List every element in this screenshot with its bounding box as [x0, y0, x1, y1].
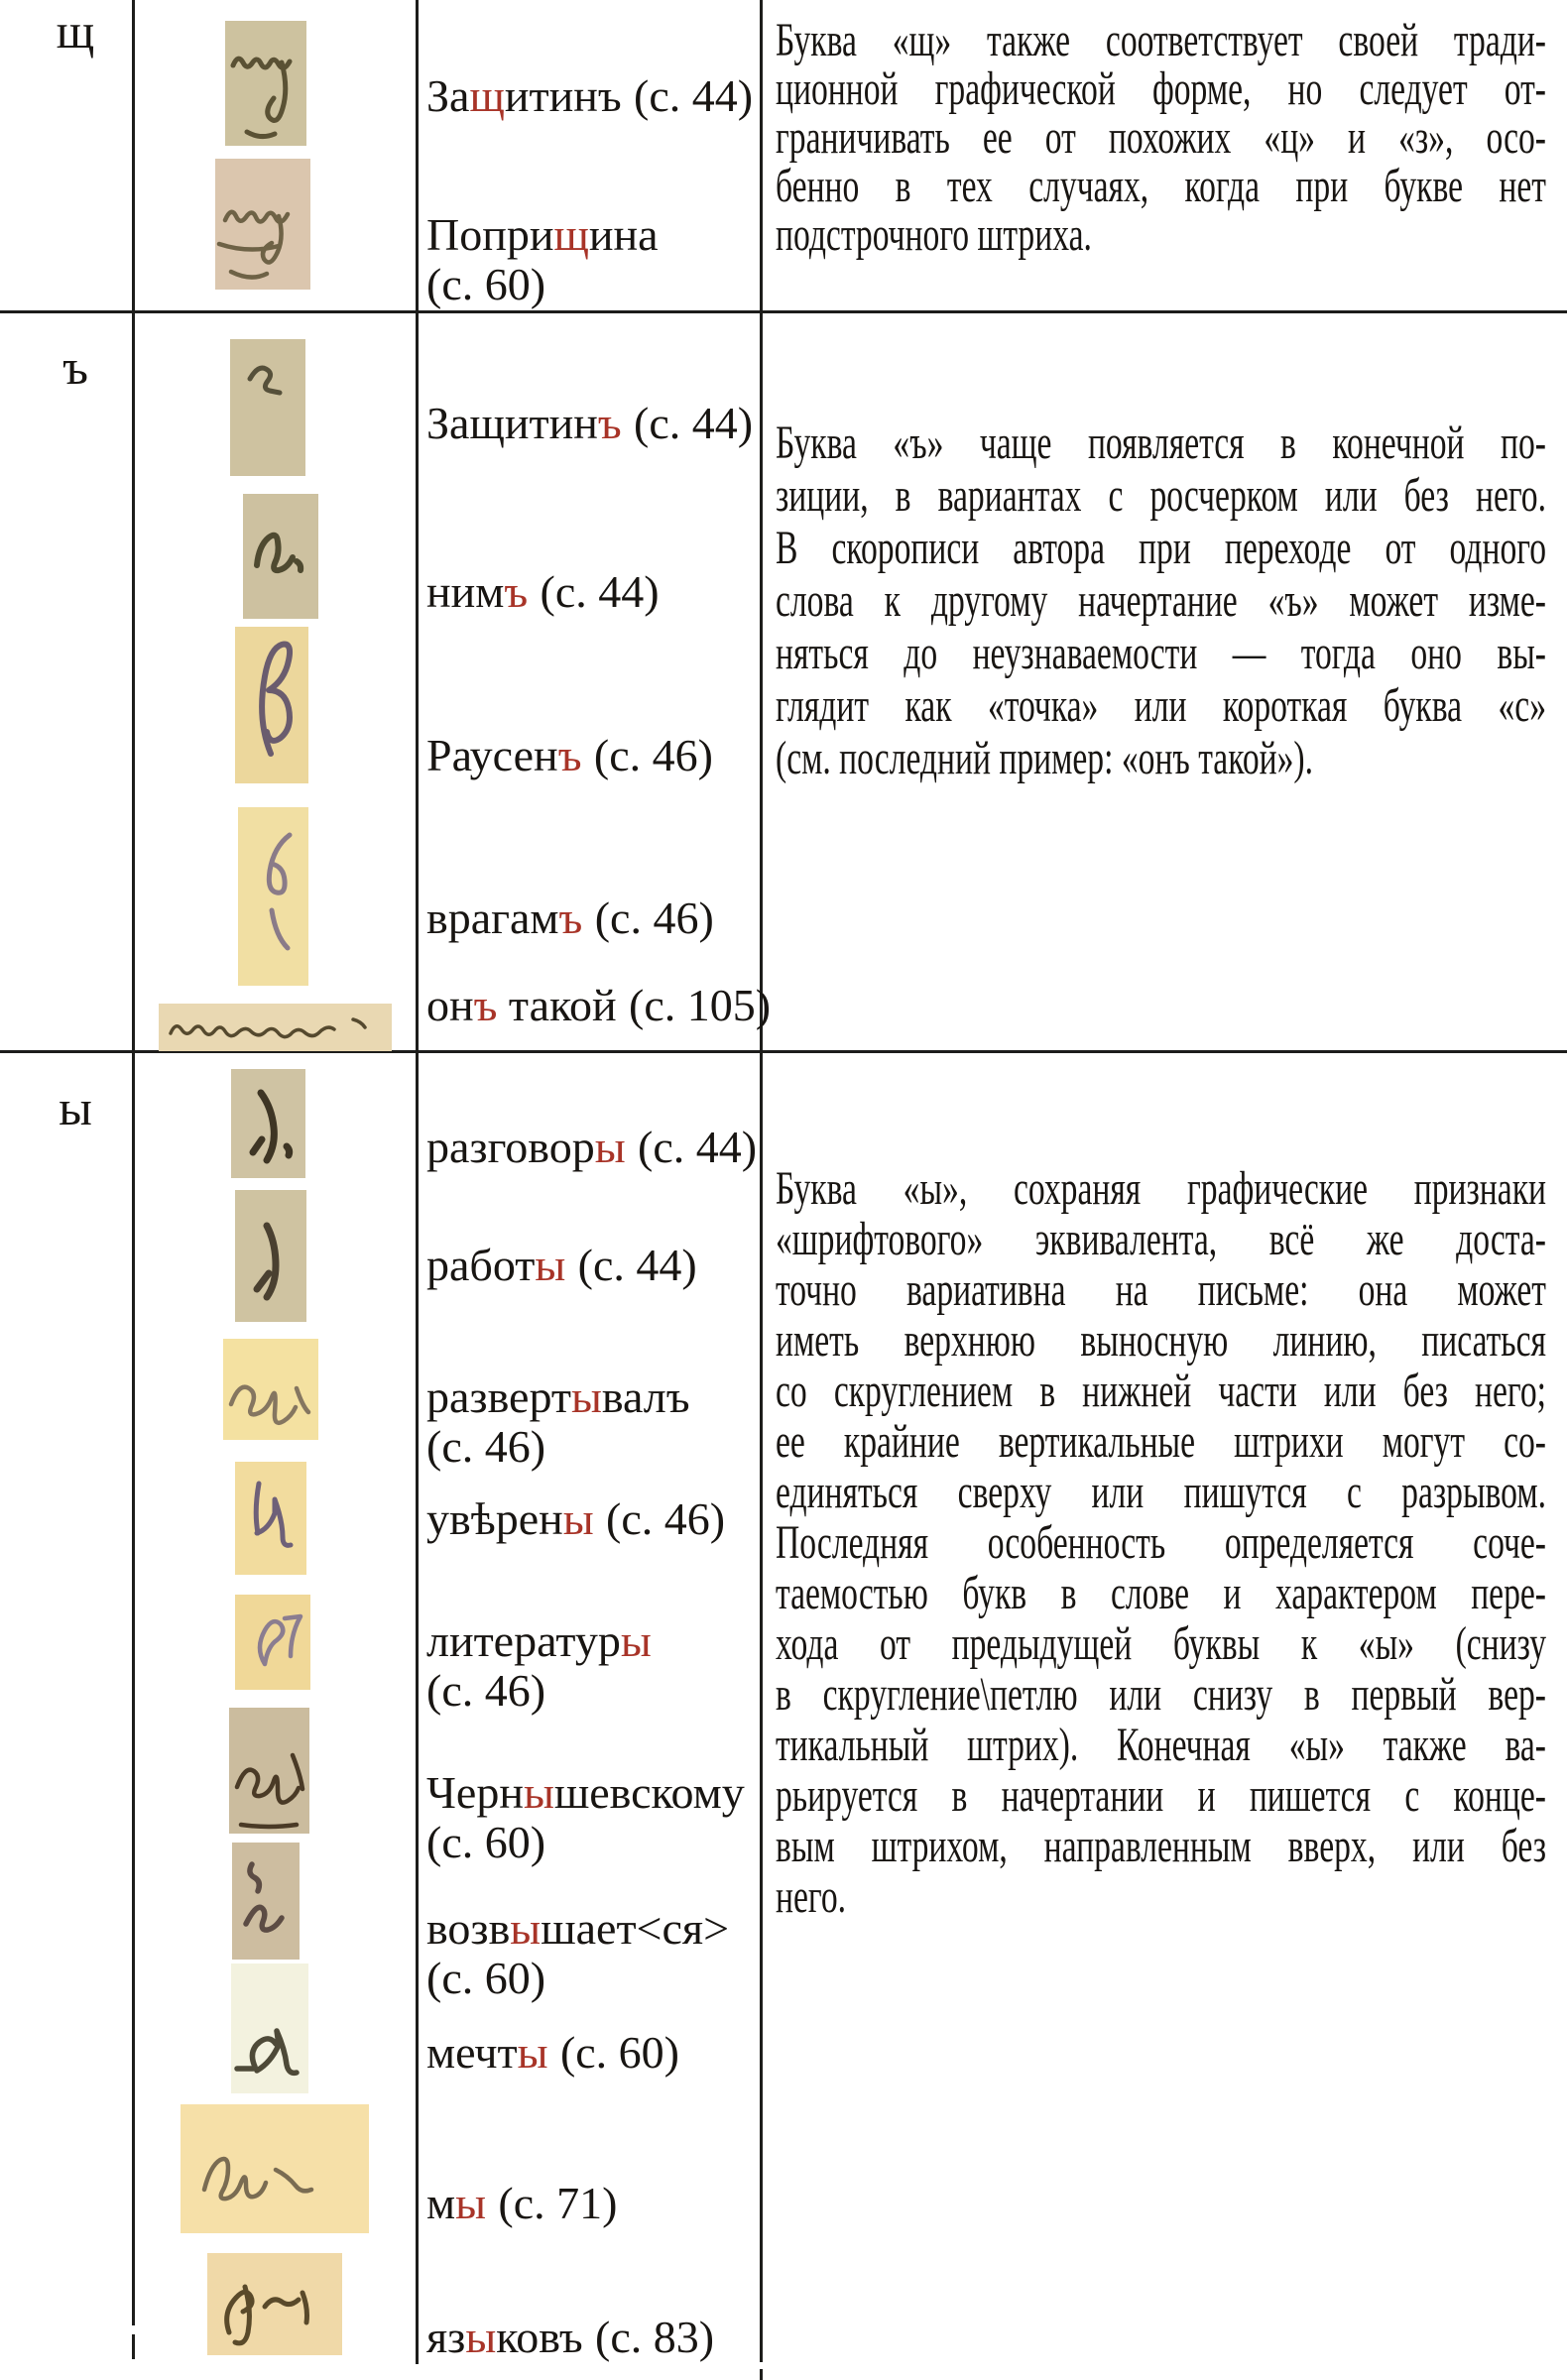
handwriting-sample: [235, 1595, 310, 1690]
example-word: [426, 1904, 729, 2003]
handwriting-sample: [235, 1190, 306, 1322]
example-highlight-letter: ы: [594, 1122, 626, 1172]
handwriting-sample: [235, 627, 308, 783]
description-line: Буква «щ» также соответствует своей тради-: [776, 14, 1546, 66]
example-highlight-letter: ы: [523, 1767, 554, 1818]
example-suffix: такой: [497, 980, 617, 1030]
handwriting-sample: [231, 1069, 305, 1178]
letter-label: ы: [59, 1080, 92, 1135]
description-line: тикальный штрих). Конечная «ы» также ва-: [776, 1719, 1546, 1771]
description-line: в скругление\петлю или снизу в первый вер-: [776, 1668, 1546, 1721]
example-word: [426, 2313, 714, 2362]
example-page-ref: (с. 46): [426, 1421, 546, 1472]
example-highlight-letter: ъ: [504, 566, 529, 617]
handwriting-sample: [215, 159, 310, 290]
handwriting-stroke: [223, 1339, 318, 1440]
description-line: точно вариативна на письме: она может: [776, 1263, 1546, 1316]
example-highlight-letter: ъ: [473, 980, 498, 1030]
description-line: глядит как «точка» или короткая буква «с»: [776, 679, 1546, 732]
description-line: хода от предыдущей буквы к «ы» (снизу: [776, 1617, 1546, 1670]
example-page-ref: (с. 60): [559, 2027, 679, 2078]
example-page-ref: (с. 44): [634, 398, 754, 448]
example-prefix: разверт: [426, 1371, 571, 1422]
handwriting-stroke: [230, 339, 305, 476]
example-word: [426, 1241, 697, 1290]
description-line: бенно в тех случаях, когда при букве нет: [776, 160, 1546, 212]
description-line: иметь верхнюю выносную линию, писаться: [776, 1314, 1546, 1367]
description-line: подстрочного штриха.: [776, 208, 1092, 261]
description-line: граничивать ее от похожих «ц» и «з», осо-: [776, 111, 1546, 164]
example-suffix: ковъ: [496, 2312, 583, 2362]
description-line: него.: [776, 1870, 847, 1923]
example-word: [426, 893, 714, 943]
example-prefix: мечт: [426, 2027, 518, 2078]
example-page-ref: (с. 46): [606, 1493, 726, 1544]
example-prefix: За: [426, 70, 470, 121]
example-prefix: Раусен: [426, 730, 558, 780]
example-highlight-letter: ы: [517, 2027, 548, 2078]
example-page-ref: (с. 71): [498, 2178, 618, 2228]
description-line: няться до неузнаваемости — тогда оно вы-: [776, 627, 1546, 679]
handwriting-sample: [229, 1708, 309, 1834]
example-highlight-letter: ы: [562, 1493, 594, 1544]
description-line: слова к другому начертание «ъ» может изме-: [776, 574, 1546, 627]
column-border: [760, 0, 763, 2362]
example-prefix: м: [426, 2178, 456, 2228]
example-page-ref: (с. 44): [634, 70, 754, 121]
column-border: [416, 0, 419, 2364]
example-word: [426, 731, 713, 780]
example-word: [426, 2028, 679, 2078]
description-line: Буква «ы», сохраняя графические признаки: [776, 1162, 1546, 1215]
example-word: [426, 1123, 757, 1172]
handwriting-stroke: [238, 807, 308, 986]
description-line: единяться сверху или пишутся с разрывом.: [776, 1466, 1546, 1518]
example-page-ref: (с. 46): [593, 730, 713, 780]
example-prefix: яз: [426, 2312, 466, 2362]
handwriting-sample: [232, 1843, 300, 1960]
handwriting-stroke: [181, 2104, 369, 2233]
example-prefix: возв: [426, 1903, 511, 1954]
description-line: таемостью букв в слове и характером пере-: [776, 1567, 1546, 1619]
example-prefix: ним: [426, 566, 505, 617]
handwriting-stroke: [231, 1069, 305, 1178]
handwriting-stroke: [225, 21, 306, 146]
example-page-ref: (с. 44): [577, 1240, 697, 1290]
example-page-ref: (с. 46): [426, 1665, 546, 1716]
example-prefix: разговор: [426, 1122, 595, 1172]
example-prefix: Попри: [426, 209, 554, 260]
example-suffix: ина: [588, 209, 659, 260]
example-highlight-letter: ъ: [557, 730, 582, 780]
example-highlight-letter: ы: [535, 1240, 566, 1290]
description-line: (см. последний пример: «онъ такой»).: [776, 732, 1313, 784]
example-highlight-letter: ъ: [597, 398, 622, 448]
example-prefix: литератур: [426, 1615, 621, 1666]
handwriting-stroke: [235, 1190, 306, 1322]
example-word: [426, 567, 660, 617]
column-border: [132, 2334, 135, 2359]
handwriting-stroke: [159, 1004, 392, 1051]
example-page-ref: (с. 44): [638, 1122, 758, 1172]
description-line: рьируется в начертании и пишется с конце-: [776, 1769, 1546, 1822]
row-border: [0, 310, 1567, 313]
example-word: [426, 71, 753, 121]
example-word: [426, 1616, 652, 1716]
example-prefix: работ: [426, 1240, 536, 1290]
column-border: [760, 2369, 763, 2380]
handwriting-stroke: [229, 1708, 309, 1834]
description-line: В скорописи автора при переходе от одного: [776, 522, 1546, 574]
description-text: [776, 1163, 1546, 1922]
description-text: [776, 416, 1546, 784]
handwriting-sample: [235, 1462, 306, 1575]
example-prefix: Защитин: [426, 398, 598, 448]
example-word: [426, 1494, 725, 1544]
column-border: [132, 0, 135, 2325]
handwriting-stroke: [235, 1595, 310, 1690]
example-suffix: шевскому: [553, 1767, 745, 1818]
example-word: [426, 1768, 745, 1867]
example-highlight-letter: щ: [469, 70, 505, 121]
example-page-ref: (с. 44): [540, 566, 660, 617]
handwriting-sample: [223, 1339, 318, 1440]
handwriting-sample: [243, 494, 318, 619]
description-line: со скруглением в нижней части или без него;: [776, 1365, 1546, 1417]
example-word: [426, 399, 753, 448]
handwriting-stroke: [243, 494, 318, 619]
handwriting-sample: [159, 1004, 392, 1051]
example-word: [426, 1372, 690, 1472]
handwriting-sample: [230, 339, 305, 476]
example-highlight-letter: щ: [553, 209, 589, 260]
example-word: [426, 981, 771, 1030]
example-page-ref: (с. 105): [629, 980, 772, 1030]
example-page-ref: (с. 46): [594, 892, 714, 943]
handwriting-stroke: [215, 159, 310, 290]
example-prefix: Черн: [426, 1767, 524, 1818]
example-suffix: итинъ: [504, 70, 622, 121]
example-highlight-letter: ы: [570, 1371, 602, 1422]
example-prefix: увѣрен: [426, 1493, 563, 1544]
example-suffix: шает<ся>: [541, 1903, 730, 1954]
description-line: Последняя особенность определяется соче-: [776, 1516, 1546, 1569]
example-highlight-letter: ъ: [558, 892, 583, 943]
example-highlight-letter: ы: [455, 2178, 487, 2228]
handwriting-stroke: [235, 1462, 306, 1575]
description-line: ционной графической форме, но следует от-: [776, 62, 1546, 115]
description-line: ее крайние вертикальные штрихи могут со-: [776, 1415, 1546, 1468]
handwriting-sample: [231, 1964, 308, 2093]
example-highlight-letter: ы: [510, 1903, 542, 1954]
example-highlight-letter: ы: [620, 1615, 652, 1666]
handwriting-stroke: [207, 2253, 342, 2355]
letter-label: щ: [56, 3, 95, 59]
handwriting-sample: [225, 21, 306, 146]
description-line: зиции, в вариантах с росчерком или без него.: [776, 469, 1546, 522]
example-page-ref: (с. 83): [595, 2312, 715, 2362]
letter-label: ъ: [62, 339, 88, 395]
example-page-ref: (с. 60): [426, 1953, 546, 2003]
handwriting-stroke: [232, 1843, 300, 1960]
example-word: [426, 210, 659, 309]
handwriting-sample: [181, 2104, 369, 2233]
description-line: вым штрихом, направленным вверх, или без: [776, 1820, 1546, 1872]
handwriting-stroke: [235, 627, 308, 783]
description-line: Буква «ъ» чаще появляется в конечной по-: [776, 416, 1546, 469]
example-word: [426, 2179, 617, 2228]
example-highlight-letter: ы: [465, 2312, 497, 2362]
example-prefix: врагам: [426, 892, 559, 943]
example-prefix: он: [426, 980, 474, 1030]
handwriting-sample: [238, 807, 308, 986]
example-suffix: валъ: [601, 1371, 690, 1422]
example-page-ref: (с. 60): [426, 1817, 546, 1867]
handwriting-stroke: [231, 1964, 308, 2093]
handwriting-sample: [207, 2253, 342, 2355]
description-line: «шрифтового» эквивалента, всё же доста-: [776, 1213, 1546, 1265]
example-page-ref: (с. 60): [426, 259, 546, 309]
description-text: [776, 16, 1546, 259]
